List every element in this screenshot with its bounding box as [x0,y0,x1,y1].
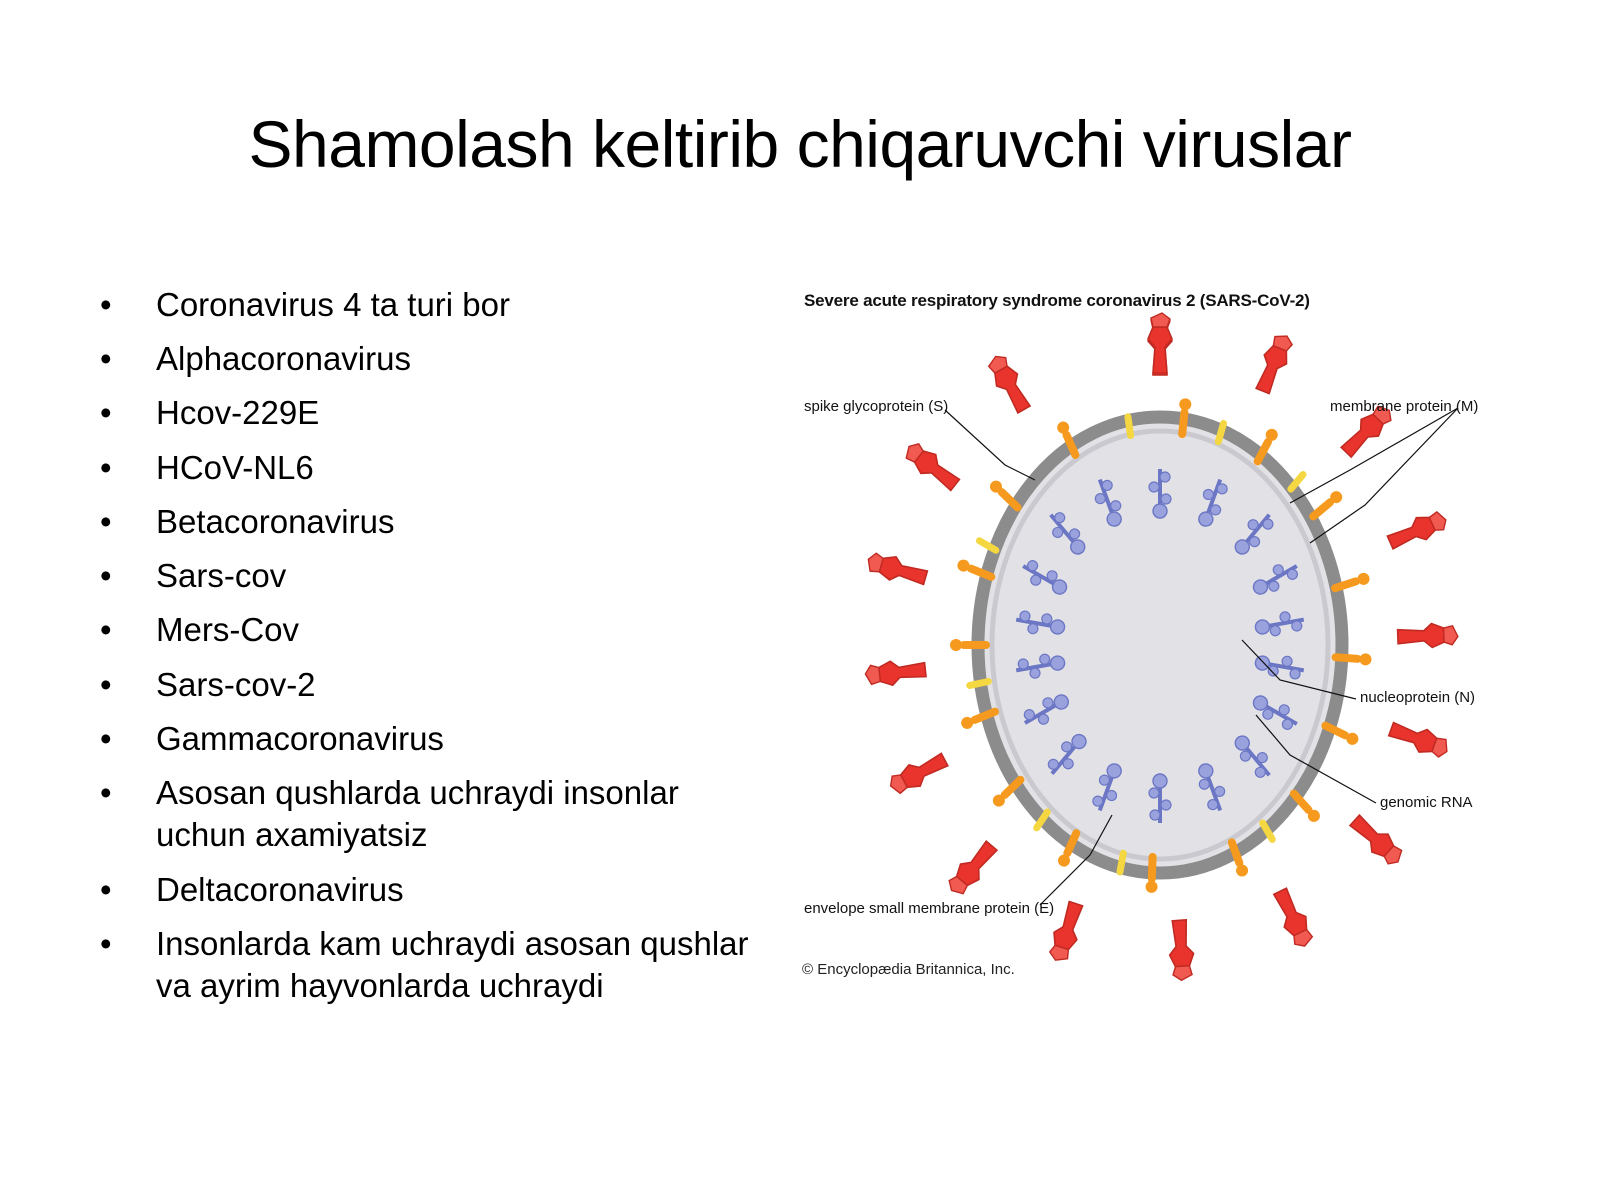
virus-diagram [790,275,1530,1015]
page-title: Shamolash keltirib chiqaruvchi viruslar [248,107,1352,181]
list-item-text: Betacoronavirus [156,502,395,540]
bullet-marker: • [100,394,112,432]
list-item-text: Mers-Cov [156,611,300,649]
list-item [90,284,770,326]
label-envelope-protein: envelope small membrane protein (E) [804,900,1055,917]
list-item [90,609,770,651]
bullet-marker: • [100,719,112,757]
bullet-marker: • [100,774,112,812]
list-item-text: Hcov-229E [156,394,320,432]
list-item-text: Sars-cov [156,557,287,595]
list-item-text: Sars-cov-2 [156,665,316,703]
bullet-list [90,284,770,1019]
label-membrane-protein: membrane protein (M) [1330,398,1479,415]
list-item [90,869,770,911]
list-item [90,923,770,1007]
label-spike-glycoprotein: spike glycoprotein (S) [804,398,949,415]
list-item [90,772,770,856]
bullet-marker: • [100,502,112,540]
bullet-marker: • [100,870,112,908]
list-item [90,392,770,434]
bullet-marker: • [100,448,112,486]
list-item [90,447,770,489]
label-nucleoprotein: nucleoprotein (N) [1360,689,1476,706]
list-item-text: Asosan qushlarda uchraydi insonlar uchun axamiyatsiz [156,774,679,854]
list-item [90,338,770,380]
label-genomic-rna: genomic RNA [1380,794,1473,811]
bullet-marker: • [100,611,112,649]
list-item-text: Alphacoronavirus [156,340,411,378]
list-item [90,664,770,706]
list-item [90,718,770,760]
figure-title: Severe acute respiratory syndrome coronavirus 2 (SARS-CoV-2) [804,291,1310,310]
list-item-text: Deltacoronavirus [156,870,404,908]
bullet-marker: • [100,665,112,703]
list-item-text: HCoV-NL6 [156,448,314,486]
figure-credit: © Encyclopædia Britannica, Inc. [802,961,1015,978]
bullet-marker: • [100,557,112,595]
bullet-marker: • [100,924,112,962]
list-item [90,501,770,543]
bullet-marker: • [100,340,112,378]
list-item-text: Gammacoronavirus [156,719,444,757]
list-item-text: Insonlarda kam uchraydi asosan qushlar va ayrim hayvonlarda uchraydi [156,924,749,1005]
list-item-text: Coronavirus 4 ta turi bor [156,286,510,323]
list-item [90,555,770,597]
bullet-marker: • [100,286,112,323]
